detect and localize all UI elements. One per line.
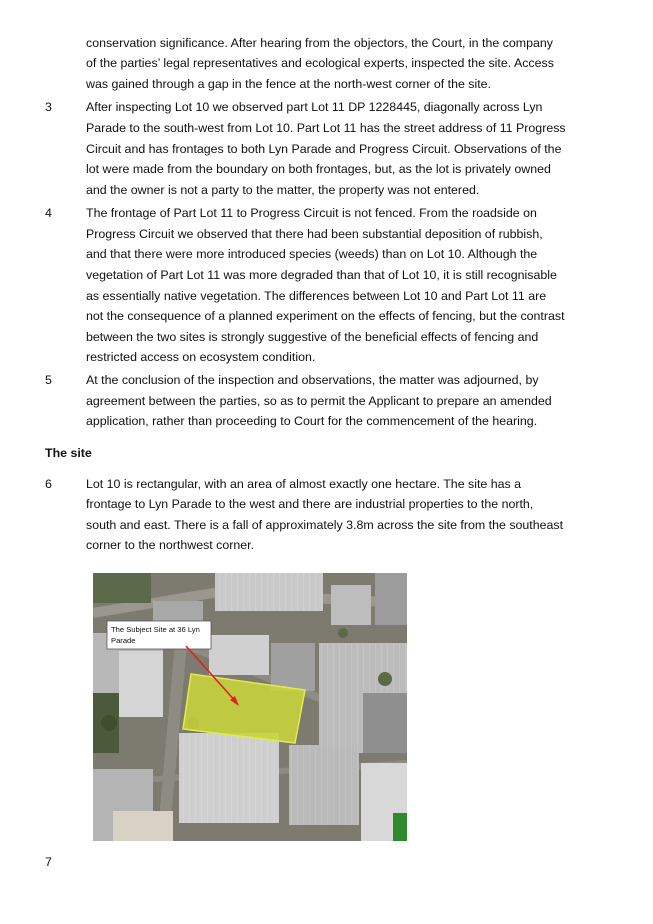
paragraph-line: corner to the northwest corner. [86,538,255,552]
paragraph-line: was gained through a gap in the fence at the north-west corner of the site. [86,77,492,91]
paragraph-number: 6 [45,477,52,491]
paragraph-line: frontage to Lyn Parade to the west and there are industrial properties to the north, [86,497,534,511]
paragraph-line: application, rather than proceeding to Court for the commencement of the hearing. [86,414,538,428]
paragraph-line: between the two sites is strongly suggestive of the beneficial effects of fencing and [86,330,539,344]
paragraph-line: and the owner is not a party to the matter, the property was not entered. [86,183,480,197]
paragraph-number: 3 [45,100,52,114]
aerial-site-photo [93,573,407,841]
paragraph-number: 4 [45,206,52,220]
paragraph-line: Progress Circuit we observed that there had been substantial deposition of rubbish, [86,227,543,241]
paragraph-line: vegetation of Part Lot 11 was more degraded than that of Lot 10, it is still recognisable [86,268,557,282]
paragraph-line: as essentially native vegetation. The differences between Lot 10 and Part Lot 11 are [86,289,547,303]
page-number: 7 [45,855,52,869]
paragraph-number: 5 [45,373,52,387]
paragraph-line: conservation significance. After hearing from the objectors, the Court, in the company [86,36,553,50]
paragraph-line: south and east. There is a fall of approximately 3.8m across the site from the southeast [86,518,564,532]
paragraph-line: lot were made from the boundary on both frontages, but, as the lot is privately owned [86,162,551,176]
paragraph-line: Parade to the south-west from Lot 10. Part Lot 11 has the street address of 11 Progress [86,121,566,135]
paragraph-line: Lot 10 is rectangular, with an area of almost exactly one hectare. The site has a [86,477,522,491]
paragraph-line: At the conclusion of the inspection and observations, the matter was adjourned, by [86,373,539,387]
callout-text: The Subject Site at 36 Lyn [111,625,200,634]
paragraph-line: restricted access on ecosystem condition. [86,350,316,364]
paragraph-line: of the parties’ legal representatives and ecological experts, inspected the site. Access [86,56,554,70]
paragraph-line: The frontage of Part Lot 11 to Progress Circuit is not fenced. From the roadside on [86,206,537,220]
section-heading: The site [45,446,92,460]
paragraph-line: and that there were more introduced species (weeds) than on Lot 10. Although the [86,247,538,261]
paragraph-line: agreement between the parties, so as to permit the Applicant to prepare an amended [86,394,552,408]
callout-text: Parade [111,636,136,645]
paragraph-line: not the consequence of a planned experiment on the effects of fencing, but the contrast [86,309,565,323]
paragraph-line: Circuit and has frontages to both Lyn Parade and Progress Circuit. Observations of the [86,142,562,156]
paragraph-line: After inspecting Lot 10 we observed part Lot 11 DP 1228445, diagonally across Lyn [86,100,543,114]
